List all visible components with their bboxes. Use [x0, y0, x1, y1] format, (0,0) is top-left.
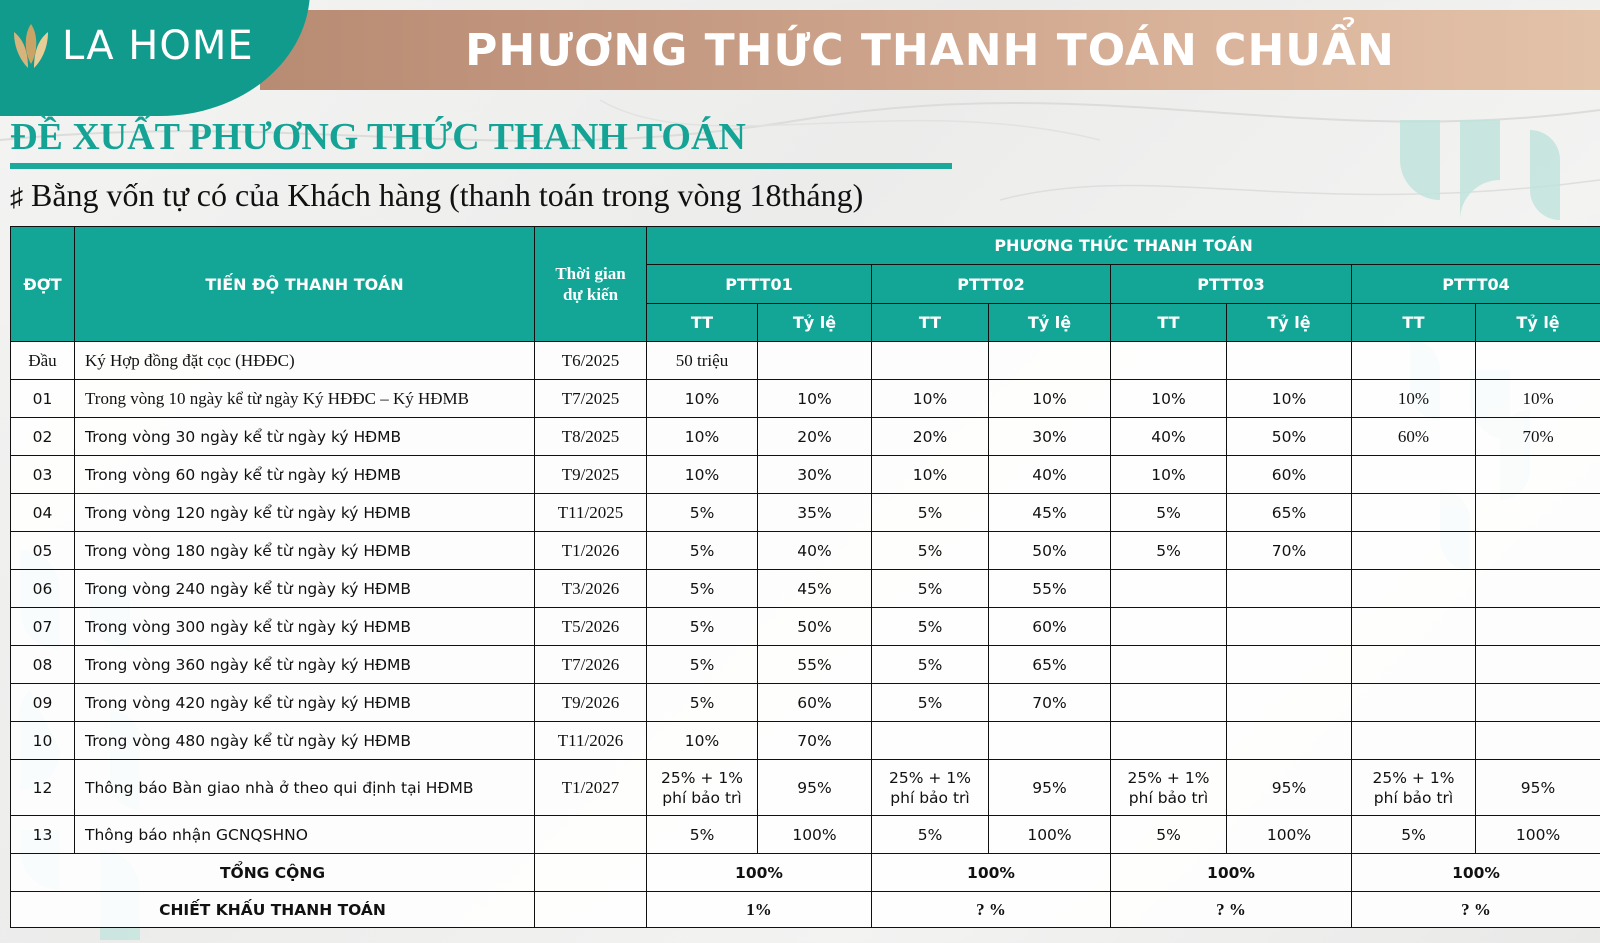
cell: 50 triệu	[647, 342, 758, 380]
cell: 35%	[758, 494, 872, 532]
cell: 5%	[647, 684, 758, 722]
cell: 5%	[1352, 816, 1476, 854]
cell	[1476, 494, 1600, 532]
cell: 10%	[647, 722, 758, 760]
row-dot: 09	[11, 684, 75, 722]
cell: 5%	[872, 608, 989, 646]
cell: 5%	[1111, 494, 1227, 532]
row-time: T3/2026	[535, 570, 647, 608]
section-title: ĐỀ XUẤT PHƯƠNG THỨC THANH TOÁN	[10, 116, 746, 158]
table-row	[11, 646, 1600, 684]
cell: 10%	[758, 380, 872, 418]
cell	[1352, 570, 1476, 608]
fee-line-2: phí bảo trì	[890, 788, 970, 807]
cell	[1476, 608, 1600, 646]
table-row	[11, 684, 1600, 722]
row-time: T8/2025	[535, 418, 647, 456]
page-title: PHƯƠNG THỨC THANH TOÁN CHUẨN	[465, 24, 1395, 76]
cell	[989, 722, 1111, 760]
discount-value: 1%	[647, 892, 872, 928]
fee-line-2: phí bảo trì	[1373, 788, 1454, 807]
total-value: 100%	[872, 854, 1111, 892]
cell	[1476, 646, 1600, 684]
cell: 5%	[872, 570, 989, 608]
cell: 10%	[1111, 456, 1227, 494]
fee-line-1: 25% + 1%	[1372, 768, 1455, 787]
table-row	[11, 494, 1600, 532]
header-tt: TT	[872, 304, 989, 342]
cell	[1227, 646, 1352, 684]
cell: 60%	[758, 684, 872, 722]
cell	[1111, 684, 1227, 722]
cell: 95%	[1227, 760, 1352, 816]
cell: 20%	[758, 418, 872, 456]
header-time	[535, 227, 647, 342]
cell: 100%	[758, 816, 872, 854]
cell	[1227, 722, 1352, 760]
cell: 5%	[872, 494, 989, 532]
cell	[758, 342, 872, 380]
cell: 5%	[1111, 816, 1227, 854]
cell	[647, 760, 758, 816]
cell	[872, 722, 989, 760]
cell: 40%	[1111, 418, 1227, 456]
row-desc: Trong vòng 360 ngày kể từ ngày ký HĐMB	[75, 646, 535, 684]
cell: 40%	[989, 456, 1111, 494]
fee-line-1: 25% + 1%	[1127, 768, 1210, 787]
row-time: T7/2026	[535, 646, 647, 684]
cell	[1111, 570, 1227, 608]
discount-value: ? %	[1352, 892, 1600, 928]
row-time: T1/2026	[535, 532, 647, 570]
table-row	[11, 380, 1600, 418]
cell	[1352, 646, 1476, 684]
cell: 5%	[872, 532, 989, 570]
leaf-logo-icon	[10, 22, 52, 70]
cell: 10%	[989, 380, 1111, 418]
header-tt: TT	[1111, 304, 1227, 342]
cell: 70%	[989, 684, 1111, 722]
total-row	[11, 854, 1600, 892]
cell: 5%	[872, 816, 989, 854]
fee-line-1: 25% + 1%	[889, 768, 971, 787]
row-time: T9/2025	[535, 456, 647, 494]
cell: 45%	[989, 494, 1111, 532]
section-title-underline	[10, 163, 952, 169]
cell: 100%	[1227, 816, 1352, 854]
table-row	[11, 418, 1600, 456]
cell	[872, 342, 989, 380]
row-time: T11/2026	[535, 722, 647, 760]
row-time: T5/2026	[535, 608, 647, 646]
cell	[1352, 722, 1476, 760]
cell	[1476, 342, 1600, 380]
header-plan-pttt03: PTTT03	[1111, 265, 1352, 304]
cell: 55%	[758, 646, 872, 684]
cell	[1227, 608, 1352, 646]
cell: 30%	[758, 456, 872, 494]
cell: 10%	[1227, 380, 1352, 418]
brand-logo	[10, 16, 254, 76]
cell	[872, 760, 989, 816]
table-row	[11, 532, 1600, 570]
table-row	[11, 608, 1600, 646]
row-time: T6/2025	[535, 342, 647, 380]
cell: 50%	[758, 608, 872, 646]
cell: 5%	[647, 816, 758, 854]
cell: 5%	[647, 646, 758, 684]
cell: 10%	[1476, 380, 1600, 418]
cell	[1476, 722, 1600, 760]
row-time	[535, 816, 647, 854]
cell: 70%	[1476, 418, 1600, 456]
discount-label: CHIẾT KHẤU THANH TOÁN	[11, 892, 535, 928]
row-desc: Trong vòng 300 ngày kể từ ngày ký HĐMB	[75, 608, 535, 646]
cell: 45%	[758, 570, 872, 608]
header-dot: ĐỢT	[11, 227, 75, 342]
row-dot: Đầu	[11, 342, 75, 380]
header-methods: PHƯƠNG THỨC THANH TOÁN	[647, 227, 1600, 265]
cell: 60%	[1352, 418, 1476, 456]
header-ratio: Tỷ lệ	[758, 304, 872, 342]
row-desc: Trong vòng 240 ngày kể từ ngày ký HĐMB	[75, 570, 535, 608]
cell: 10%	[647, 456, 758, 494]
row-dot: 08	[11, 646, 75, 684]
cell	[1352, 494, 1476, 532]
row-dot: 13	[11, 816, 75, 854]
cell: 10%	[872, 380, 989, 418]
row-dot: 02	[11, 418, 75, 456]
cell: 65%	[989, 646, 1111, 684]
bullet-icon: ♯	[10, 183, 23, 212]
table-row	[11, 456, 1600, 494]
row-desc: Trong vòng 180 ngày kể từ ngày ký HĐMB	[75, 532, 535, 570]
cell: 95%	[1476, 760, 1600, 816]
cell	[1227, 342, 1352, 380]
row-desc: Trong vòng 420 ngày kể từ ngày ký HĐMB	[75, 684, 535, 722]
cell	[1111, 760, 1227, 816]
cell	[1476, 570, 1600, 608]
cell: 30%	[989, 418, 1111, 456]
row-desc: Trong vòng 10 ngày kể từ ngày Ký HĐĐC – Ký HĐMB	[75, 380, 535, 418]
discount-spacer	[535, 892, 647, 928]
cell: 50%	[989, 532, 1111, 570]
row-desc: Thông báo nhận GCNQSHNO	[75, 816, 535, 854]
header-ratio: Tỷ lệ	[989, 304, 1111, 342]
row-time: T1/2027	[535, 760, 647, 816]
table-row	[11, 722, 1600, 760]
cell: 60%	[1227, 456, 1352, 494]
row-dot: 07	[11, 608, 75, 646]
cell: 55%	[989, 570, 1111, 608]
header-plan-pttt02: PTTT02	[872, 265, 1111, 304]
total-spacer	[535, 854, 647, 892]
cell: 5%	[872, 684, 989, 722]
discount-value: ? %	[1111, 892, 1352, 928]
row-time: T7/2025	[535, 380, 647, 418]
cell: 5%	[1111, 532, 1227, 570]
row-desc: Trong vòng 480 ngày kể từ ngày ký HĐMB	[75, 722, 535, 760]
header-progress: TIẾN ĐỘ THANH TOÁN	[75, 227, 535, 342]
total-label: TỔNG CỘNG	[11, 854, 535, 892]
header-tt: TT	[1352, 304, 1476, 342]
cell: 60%	[989, 608, 1111, 646]
cell: 10%	[647, 380, 758, 418]
row-dot: 06	[11, 570, 75, 608]
cell: 5%	[647, 570, 758, 608]
header-ratio: Tỷ lệ	[1476, 304, 1600, 342]
cell: 100%	[1476, 816, 1600, 854]
fee-line-1: 25% + 1%	[661, 768, 743, 787]
table-row	[11, 760, 1600, 816]
fee-line-2: phí bảo trì	[1128, 788, 1209, 807]
header-plan-pttt04: PTTT04	[1352, 265, 1600, 304]
total-value: 100%	[1352, 854, 1600, 892]
logo-text: LA HOME	[62, 23, 254, 69]
row-time: T9/2026	[535, 684, 647, 722]
row-dot: 10	[11, 722, 75, 760]
cell	[1476, 532, 1600, 570]
cell: 5%	[647, 608, 758, 646]
cell	[1111, 722, 1227, 760]
row-dot: 01	[11, 380, 75, 418]
cell: 95%	[758, 760, 872, 816]
total-value: 100%	[1111, 854, 1352, 892]
cell	[989, 342, 1111, 380]
cell	[1476, 684, 1600, 722]
row-desc: Trong vòng 120 ngày kể từ ngày ký HĐMB	[75, 494, 535, 532]
cell	[1352, 608, 1476, 646]
table-row	[11, 570, 1600, 608]
header-time-text: Thời gian dự kiến	[555, 264, 626, 304]
cell	[1352, 342, 1476, 380]
cell	[1352, 532, 1476, 570]
row-desc: Thông báo Bàn giao nhà ở theo qui định tại HĐMB	[75, 760, 535, 816]
cell	[1111, 342, 1227, 380]
total-value: 100%	[647, 854, 872, 892]
cell: 70%	[758, 722, 872, 760]
cell: 10%	[872, 456, 989, 494]
cell: 10%	[1111, 380, 1227, 418]
header-ratio: Tỷ lệ	[1227, 304, 1352, 342]
discount-row	[11, 892, 1600, 928]
cell	[1352, 456, 1476, 494]
header-plan-pttt01: PTTT01	[647, 265, 872, 304]
row-dot: 12	[11, 760, 75, 816]
cell	[1476, 456, 1600, 494]
cell: 100%	[989, 816, 1111, 854]
row-time: T11/2025	[535, 494, 647, 532]
row-desc: Trong vòng 60 ngày kể từ ngày ký HĐMB	[75, 456, 535, 494]
payment-schedule-table	[10, 226, 1600, 928]
cell: 5%	[647, 532, 758, 570]
cell	[1352, 760, 1476, 816]
cell: 20%	[872, 418, 989, 456]
cell	[1111, 646, 1227, 684]
cell: 5%	[872, 646, 989, 684]
cell	[1111, 608, 1227, 646]
row-dot: 05	[11, 532, 75, 570]
cell: 70%	[1227, 532, 1352, 570]
funding-note-text: Bằng vốn tự có của Khách hàng (thanh toán trong vòng 18tháng)	[31, 177, 864, 213]
cell: 65%	[1227, 494, 1352, 532]
table-row	[11, 342, 1600, 380]
cell: 95%	[989, 760, 1111, 816]
funding-note	[10, 177, 863, 214]
cell: 5%	[647, 494, 758, 532]
cell	[1352, 684, 1476, 722]
fee-line-2: phí bảo trì	[662, 788, 742, 807]
row-dot: 03	[11, 456, 75, 494]
cell	[1227, 684, 1352, 722]
header-tt: TT	[647, 304, 758, 342]
cell	[1227, 570, 1352, 608]
cell: 10%	[647, 418, 758, 456]
table-row	[11, 816, 1600, 854]
row-desc: Trong vòng 30 ngày kể từ ngày ký HĐMB	[75, 418, 535, 456]
cell: 40%	[758, 532, 872, 570]
cell: 50%	[1227, 418, 1352, 456]
row-desc: Ký Hợp đồng đặt cọc (HĐĐC)	[75, 342, 535, 380]
discount-value: ? %	[872, 892, 1111, 928]
cell: 10%	[1352, 380, 1476, 418]
row-dot: 04	[11, 494, 75, 532]
